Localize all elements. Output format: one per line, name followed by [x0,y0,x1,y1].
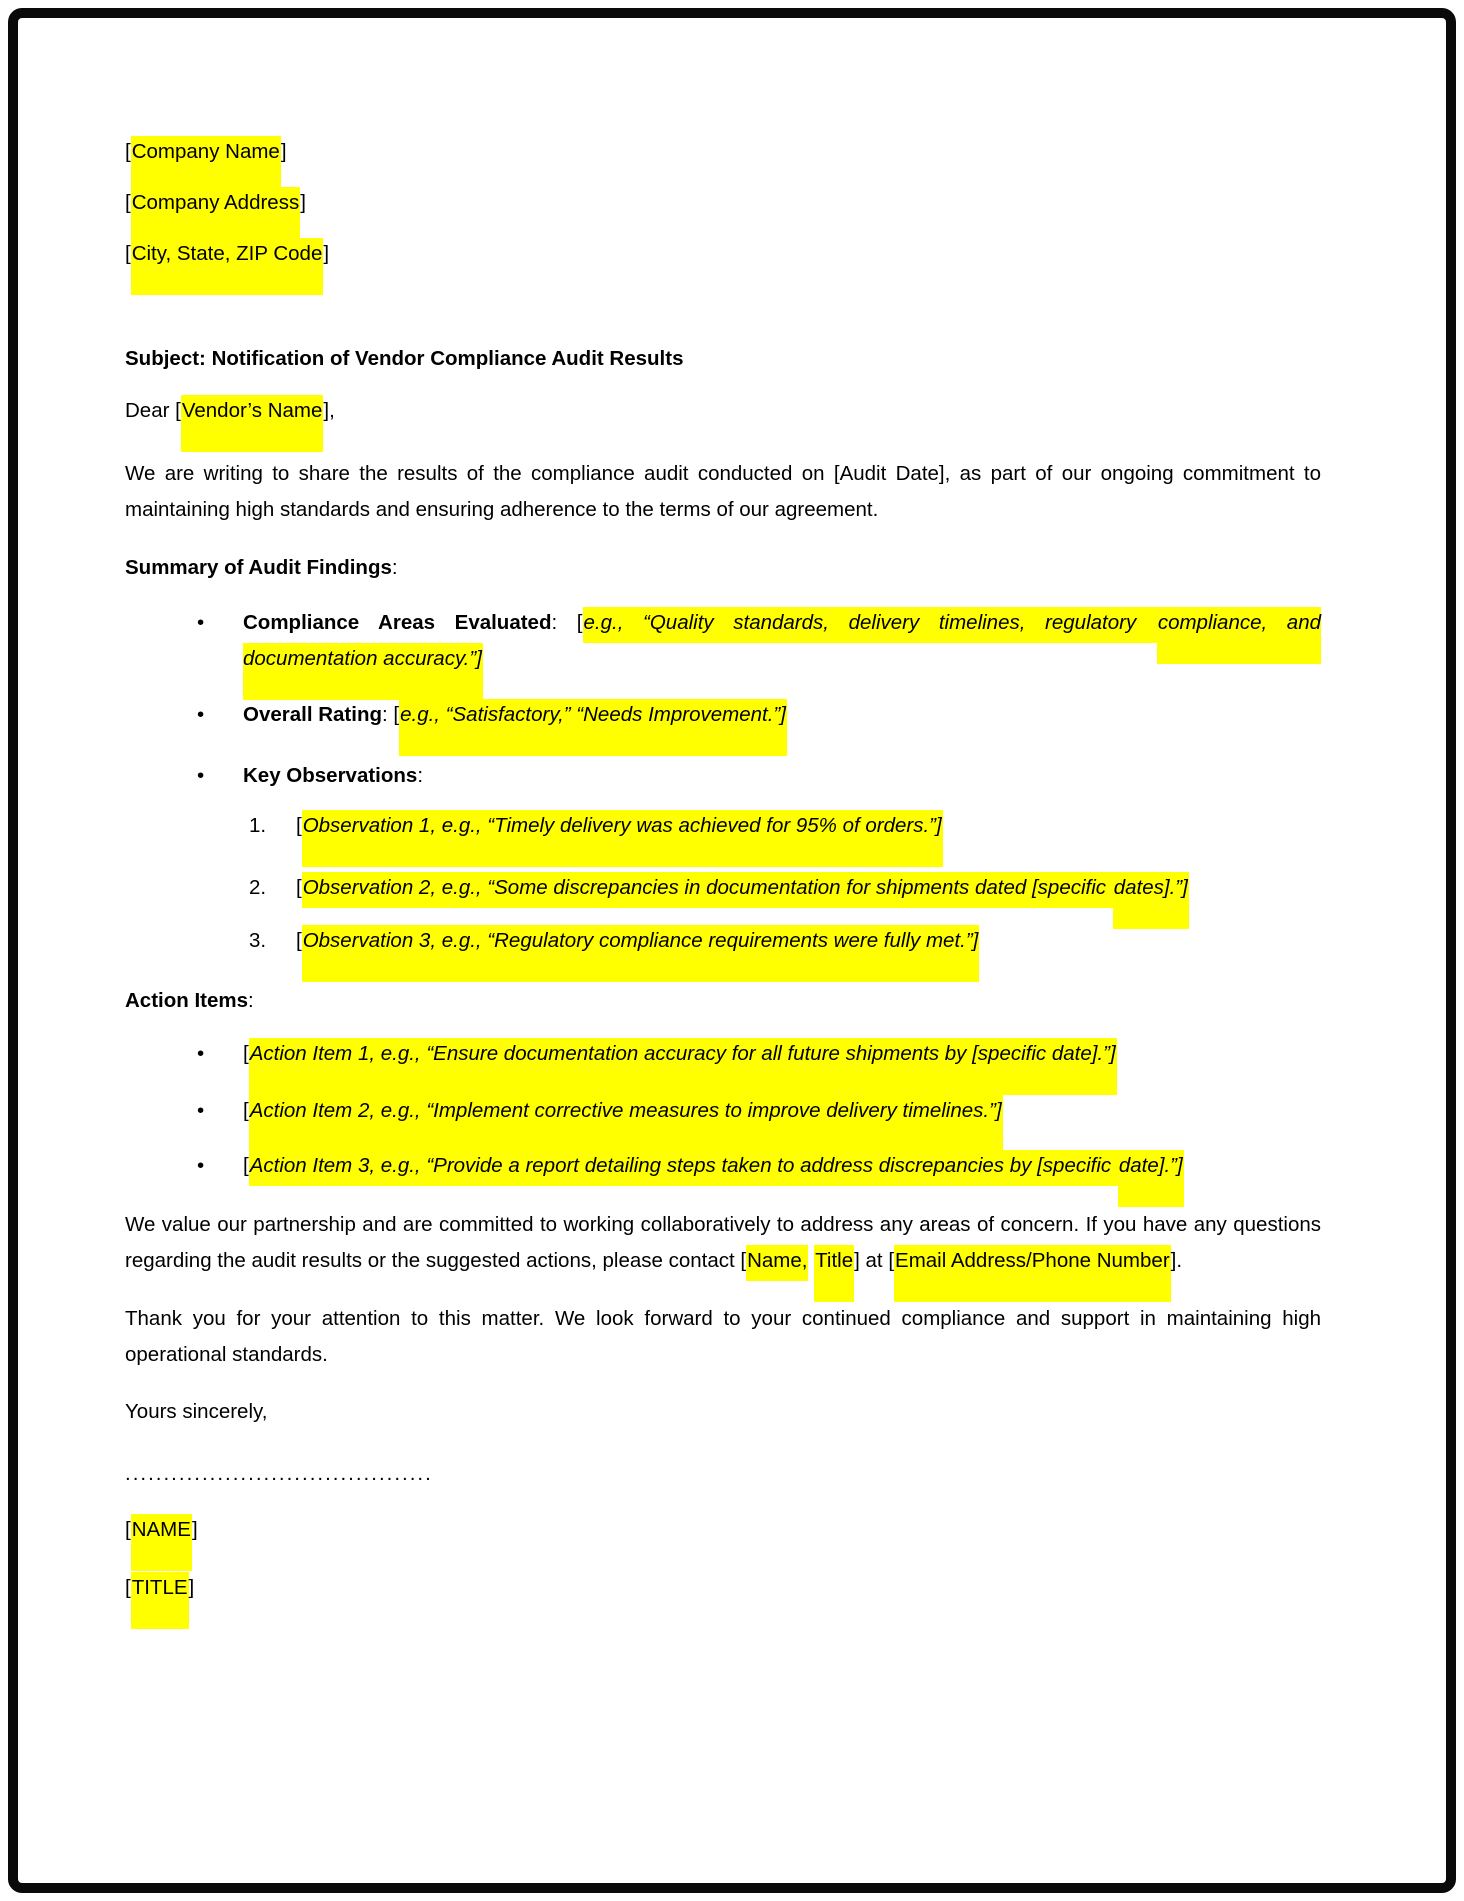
placeholder-contact-title: Title [814,1245,854,1302]
partnership-paragraph [125,1207,1321,1279]
bracket: ], [323,399,335,422]
bullet-compliance-areas [243,605,1321,677]
bracket: [ [296,876,302,899]
list-number: 3. [249,929,267,952]
placeholder-signature-name: NAME [131,1514,192,1571]
bracket: [ [296,929,302,952]
bracket: [ [296,814,302,837]
placeholder-action-item-1: Action Item 1, e.g., “Ensure documentation accuracy for all future shipments by [specific date].”] [249,1038,1117,1095]
bracket: [ [243,1099,249,1122]
bullet-label: Compliance Areas Evaluated [243,611,552,634]
city-state-zip-line [125,236,1321,272]
bullet-key-observations [243,758,1321,794]
letter-body [125,134,1321,1628]
bracket: ] [300,191,306,214]
bullet-overall-rating [243,697,1321,733]
placeholder-contact-email-phone: Email Address/Phone Number [894,1245,1171,1302]
placeholder-action-item-3-end: date].”] [1118,1150,1184,1207]
bracket: [ [243,1154,249,1177]
placeholder-observation-3: Observation 3, e.g., “Regulatory compliance requirements were fully met.”] [302,925,980,982]
bracket: ]. [1170,1249,1183,1272]
separator: : [ [551,611,583,634]
bracket: ] [323,242,330,265]
bracket: [ [125,191,131,214]
bracket: ] [191,1518,198,1541]
placeholder-compliance-areas: e.g., “Quality standards, delivery timelines, regulatory [583,607,1157,643]
placeholder-observation-1: Observation 1, e.g., “Timely delivery was achieved for 95% of orders.”] [302,810,943,867]
bracket: [ [125,140,131,163]
intro-paragraph: We are writing to share the results of the compliance audit conducted on [Audit Date], as part of our ongoing commitment to maintaining high standards and ensuring adherence to the terms of our agreement. [125,462,1321,521]
signature-name-line [125,1512,1321,1548]
observation-item-2 [243,870,1321,906]
separator: : [ [382,703,400,726]
summary-heading-text: Summary of Audit Findings [125,556,392,579]
greeting-line [125,393,1321,429]
action-item-2 [243,1093,1321,1129]
placeholder-observation-2-end: dates].”] [1113,872,1189,929]
company-name-line [125,134,1321,170]
placeholder-signature-title: TITLE [131,1572,189,1629]
thanks-paragraph: Thank you for your attention to this matter. We look forward to your continued compliance and support in maintaining high operational standards. [125,1307,1321,1366]
placeholder-compliance-areas-end: compliance, and documentation accuracy.”] [243,607,1321,700]
placeholder-observation-2: Observation 2, e.g., “Some discrepancies in documentation for shipments dated [specific [302,872,1113,908]
greeting-text: Dear [ [125,399,181,422]
placeholder-action-item-3: Action Item 3, e.g., “Provide a report detailing steps taken to address discrepancies by [specific [249,1150,1118,1186]
action-heading-text: Action Items [125,989,249,1012]
bracket: [ [125,1576,131,1599]
placeholder-vendor-name: Vendor’s Name [181,395,324,452]
subject-line: Subject: Notification of Vendor Compliance Audit Results [125,347,684,370]
placeholder-action-item-2: Action Item 2, e.g., “Implement corrective measures to improve delivery timelines.”] [249,1095,1003,1152]
list-number: 1. [249,814,267,837]
partnership-mid-text: ] at [ [854,1249,895,1272]
placeholder-contact-name: Name, [746,1245,808,1281]
list-number: 2. [249,876,267,899]
colon: : [417,764,424,787]
signature-dots: ........................................ [125,1462,433,1485]
bracket: [ [243,1042,249,1065]
bracket: [ [125,1518,131,1541]
signature-title-line [125,1570,1321,1606]
placeholder-company-address: Company Address [131,187,301,244]
observation-item-1 [243,808,1321,844]
bracket: [ [125,242,131,265]
closing-line: Yours sincerely, [125,1400,268,1423]
summary-heading [125,550,1321,586]
colon: : [391,556,398,579]
company-address-line [125,185,1321,221]
placeholder-city-state-zip: City, State, ZIP Code [131,238,324,295]
partnership-text: We value our partnership and are committed to working collaboratively to address any areas of concern. If you have any questions regarding the audit results or the suggested actions, please contact [ [125,1213,1321,1272]
colon: : [248,989,254,1012]
action-item-1 [243,1036,1321,1072]
bracket: ] [188,1576,195,1599]
placeholder-overall-rating: e.g., “Satisfactory,” “Needs Improvement.”] [399,699,787,756]
placeholder-company-name: Company Name [131,136,281,193]
bullet-label: Overall Rating [243,703,382,726]
action-item-3 [243,1148,1321,1184]
bracket: ] [280,140,287,163]
bullet-label: Key Observations [243,764,418,787]
action-items-heading [125,983,1321,1019]
